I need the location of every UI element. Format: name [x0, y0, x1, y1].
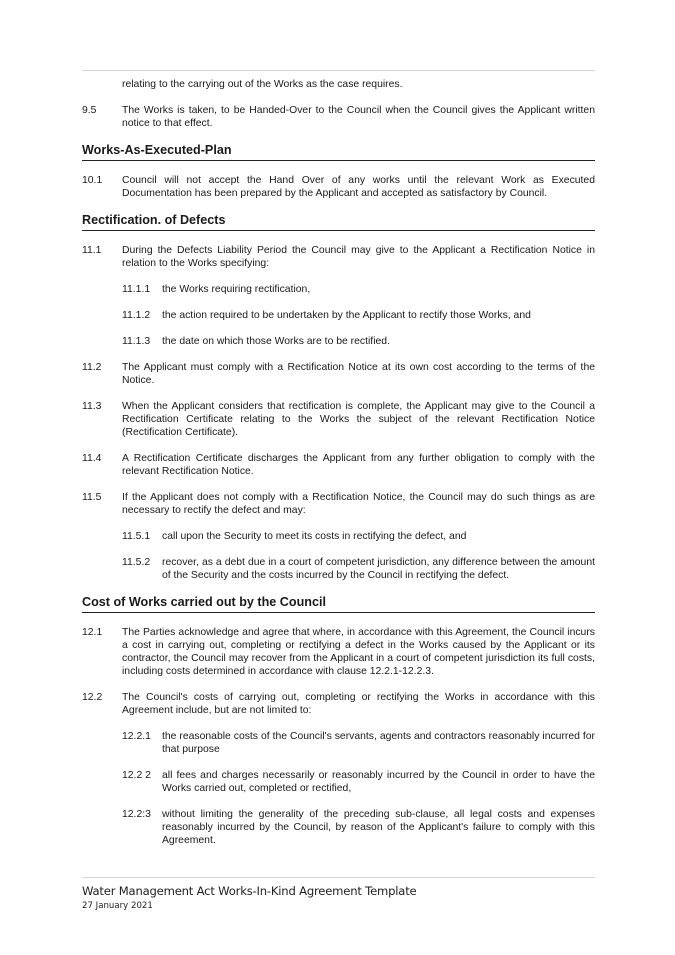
clause-number: 11.5 [82, 492, 102, 503]
clause-number: 12.2 2 [122, 770, 151, 781]
clause-11-2 [82, 361, 595, 387]
clause-number: 10.1 [82, 175, 103, 186]
clause-number: 11.5.2 [122, 557, 151, 568]
clause-text: During the Defects Liability Period the Council may give to the Applicant a Rectification Notice in relation to the Works specifying: [122, 245, 595, 269]
clause-11-1-3 [82, 335, 595, 348]
clause-11-4 [82, 452, 595, 478]
clause-number: 11.5.1 [122, 531, 151, 542]
clause-12-2-2 [82, 769, 595, 795]
clause-number: 9.5 [82, 105, 97, 116]
clause-12-2-1 [82, 730, 595, 756]
clause-number: 11.1.2 [122, 310, 151, 321]
clause-11-1-2 [82, 309, 595, 322]
clause-11-5-1 [82, 530, 595, 543]
clause-text: the Works requiring rectification, [162, 284, 311, 295]
clause-number: 11.1.3 [122, 336, 151, 347]
clause-number: 12.1 [82, 627, 103, 638]
clause-number: 11.2 [82, 362, 102, 373]
clause-9-4-continuation [82, 78, 595, 91]
clause-text: If the Applicant does not comply with a Rectification Notice, the Council may do such things as are necessary to rectify the defect and may: [122, 492, 595, 516]
section-heading-works-as-executed: Works-As-Executed-Plan [82, 143, 595, 161]
clause-number: 11.1.1 [122, 284, 151, 295]
clause-text: The Applicant must comply with a Rectification Notice at its own cost according to the terms of the Notice. [122, 362, 595, 386]
clause-number: 12.2.1 [122, 731, 151, 742]
clause-11-5-2 [82, 556, 595, 582]
clause-12-2-3 [82, 808, 595, 847]
clause-text: The Council's costs of carrying out, completing or rectifying the Works in accordance with this Agreement include, but are not limited to: [122, 692, 595, 716]
clause-text: When the Applicant considers that rectification is complete, the Applicant may give to the Council a Rectification Certificate relating to the Works the subject of the relevant Rectification Notice (Rectification Certificate). [122, 401, 595, 438]
clause-number: 11.3 [82, 401, 102, 412]
section-heading-cost-of-works: Cost of Works carried out by the Council [82, 595, 595, 613]
footer-document-title: Water Management Act Works-In-Kind Agreement Template [82, 884, 417, 898]
clause-number: 12.2:3 [122, 809, 151, 820]
clause-text: relating to the carrying out of the Works as the case requires. [122, 79, 403, 90]
clause-11-1-1 [82, 283, 595, 296]
clause-10-1 [82, 174, 595, 200]
document-body [82, 78, 595, 860]
clause-text: all fees and charges necessarily or reasonably incurred by the Council in order to have the Works carried out, completed or rectified, [162, 770, 595, 794]
clause-12-1 [82, 626, 595, 678]
clause-number: 11.4 [82, 453, 102, 464]
clause-11-1 [82, 244, 595, 270]
clause-text: without limiting the generality of the preceding sub-clause, all legal costs and expenses reasonably incurred by the Council, by reason of the Applicant's failure to comply with this Agreement. [162, 809, 595, 846]
section-heading-rectification: Rectification. of Defects [82, 213, 595, 231]
clause-number: 11.1 [82, 245, 102, 256]
clause-number: 12.2 [82, 692, 103, 703]
clause-9-5 [82, 104, 595, 130]
clause-text: the date on which those Works are to be rectified. [162, 336, 390, 347]
clause-text: call upon the Security to meet its costs in rectifying the defect, and [162, 531, 467, 542]
clause-text: the action required to be undertaken by the Applicant to rectify those Works, and [162, 310, 531, 321]
footer-date: 27 January 2021 [82, 901, 153, 911]
clause-12-2 [82, 691, 595, 717]
clause-11-5 [82, 491, 595, 517]
clause-11-3 [82, 400, 595, 439]
clause-text: A Rectification Certificate discharges the Applicant from any further obligation to comply with the relevant Rectification Notice. [122, 453, 595, 477]
clause-text: The Works is taken, to be Handed-Over to the Council when the Council gives the Applicant written notice to that effect. [122, 105, 595, 129]
clause-text: the reasonable costs of the Council's servants, agents and contractors reasonably incurred for that purpose [162, 731, 595, 755]
footer-rule [82, 877, 595, 878]
header-rule [82, 70, 595, 71]
clause-text: recover, as a debt due in a court of competent jurisdiction, any difference between the amount of the Security and the costs incurred by the Council in rectifying the defect. [162, 557, 595, 581]
clause-text: Council will not accept the Hand Over of any works until the relevant Work as Executed Documentation has been prepared by the Applicant and accepted as satisfactory by Council. [122, 175, 595, 199]
clause-text: The Parties acknowledge and agree that where, in accordance with this Agreement, the Council incurs a cost in carrying out, completing or rectifying a defect in the Works caused by the Applicant or its contractor, the Council may recover from the Applicant in a court of competent jurisdiction its full costs, including costs determined in accordance with clause 12.2.1-12.2.3. [122, 627, 595, 677]
